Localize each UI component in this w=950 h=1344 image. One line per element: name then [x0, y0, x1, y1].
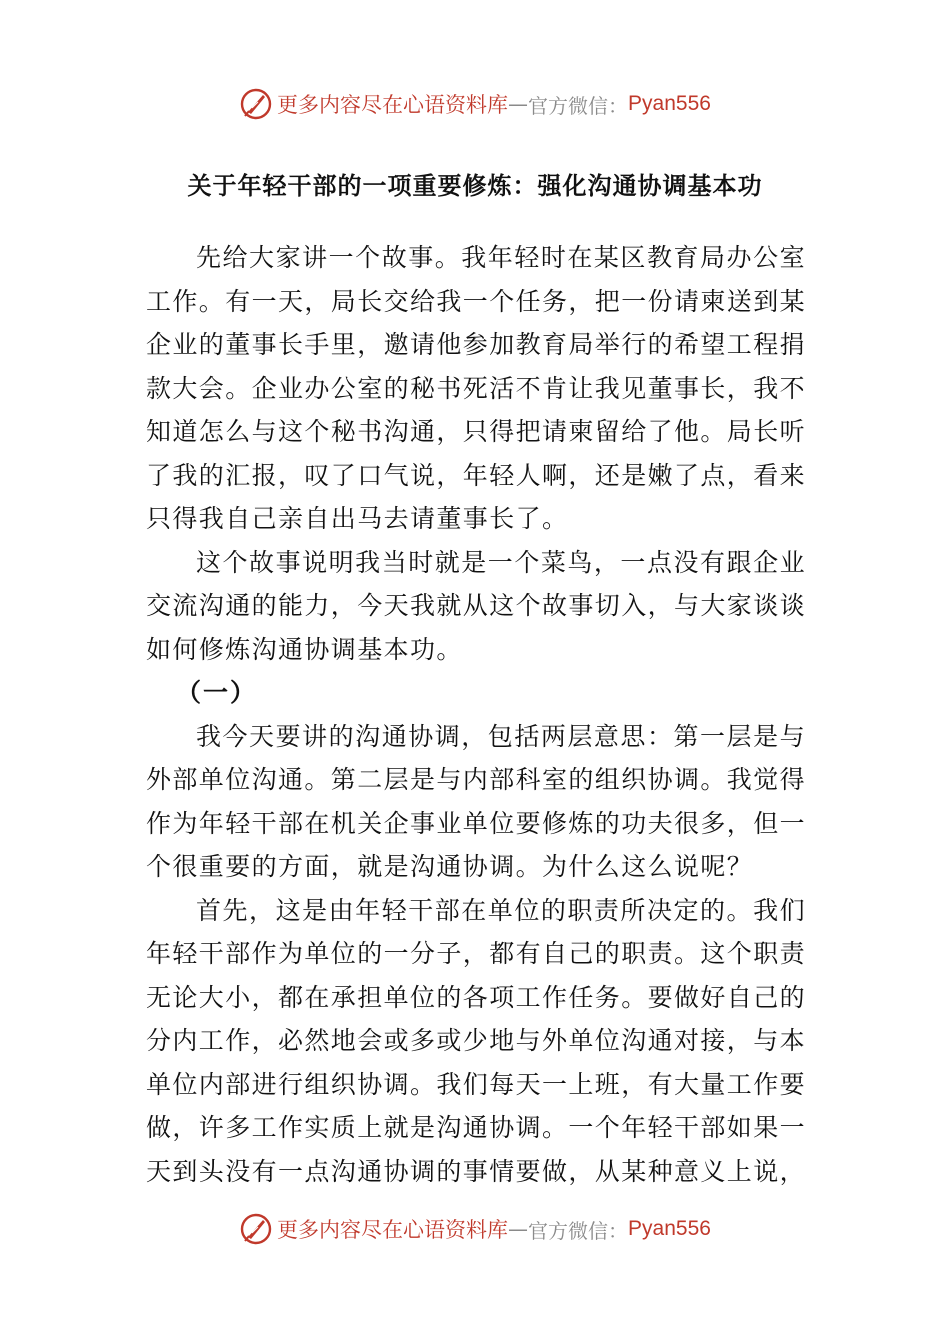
banner-text: 更多内容尽在心语资料库	[277, 1218, 509, 1242]
banner-dash: —	[508, 92, 529, 116]
banner-wechat-id: Pyan556	[628, 1217, 711, 1240]
footer-banner	[0, 1207, 950, 1251]
header-banner	[0, 82, 950, 126]
banner-contact-label: 官方微信：	[528, 93, 629, 118]
banner-dash: —	[508, 1217, 529, 1241]
paragraph: 先给大家讲一个故事。我年轻时在某区教育局办公室工作。有一天，局长交给我一个任务，把一份请柬送到某企业的董事长手里，邀请他参加教育局举行的希望工程捐款大会。企业办公室的秘书死活不肯让我见董事长，我不知道怎么与这个秘书沟通，只得把请柬留给了他。局长听了我的汇报，叹了口气说，年轻人啊，还是嫩了点，看来只得我自己亲自出马去请董事长了。	[146, 243, 807, 533]
quill-pen-logo-icon	[239, 87, 273, 121]
paragraph: 我今天要讲的沟通协调，包括两层意思：第一层是与外部单位沟通。第二层是与内部科室的组织协调。我觉得作为年轻干部在机关企事业单位要修炼的功夫很多，但一个很重要的方面，就是沟通协调。为什么这么说呢？	[146, 721, 807, 881]
document-body	[146, 236, 806, 1193]
banner-wechat-id: Pyan556	[628, 92, 711, 115]
document-title: 关于年轻干部的一项重要修炼：强化沟通协调基本功	[187, 172, 763, 200]
banner-text: 更多内容尽在心语资料库	[277, 93, 509, 117]
paragraph: 这个故事说明我当时就是一个菜鸟，一点没有跟企业交流沟通的能力，今天我就从这个故事切入，与大家谈谈如何修炼沟通协调基本功。	[146, 547, 807, 664]
banner-contact-label: 官方微信：	[528, 1218, 629, 1243]
quill-pen-logo-icon	[239, 1212, 273, 1246]
section-heading: （一）	[176, 678, 258, 707]
paragraph: 首先，这是由年轻干部在单位的职责所决定的。我们年轻干部作为单位的一分子，都有自己的职责。这个职责无论大小，都在承担单位的各项工作任务。要做好自己的分内工作，必然地会或多或少地与外单位沟通对接，与本单位内部进行组织协调。我们每天一上班，有大量工作要做，许多工作实质上就是沟通协调。一个年轻干部如果一天到头没有一点沟通协调的事情要做，从某种意义上说，	[146, 895, 807, 1186]
